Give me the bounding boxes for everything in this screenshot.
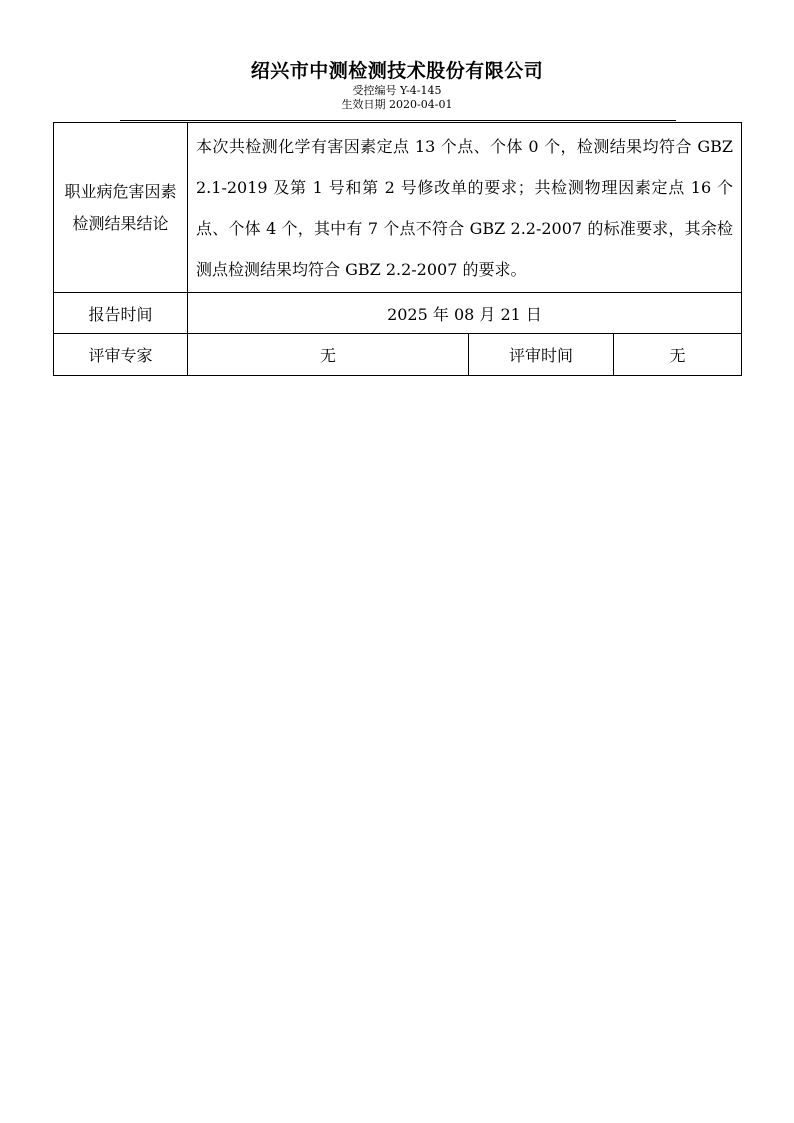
control-number: 受控编号 Y-4-145: [352, 84, 442, 97]
effective-date: 生效日期 2020-04-01: [341, 98, 453, 111]
report-time-label: 报告时间: [54, 293, 188, 334]
document-header: [0, 58, 794, 112]
report-time-value: 2025 年 08 月 21 日: [188, 293, 742, 334]
conclusion-row: [54, 123, 742, 293]
review-time-value: 无: [614, 334, 742, 376]
review-time-label: 评审时间: [469, 334, 614, 376]
company-name: 绍兴市中测检测技术股份有限公司: [250, 60, 544, 82]
review-expert-label: 评审专家: [54, 334, 188, 376]
report-table: [53, 122, 742, 376]
review-expert-value: 无: [188, 334, 469, 376]
conclusion-label-cell: [54, 123, 188, 293]
conclusion-label: 职业病危害因素检测结果结论: [64, 181, 177, 233]
header-rule: [120, 120, 676, 121]
review-row: [54, 334, 742, 376]
conclusion-text: 本次共检测化学有害因素定点 13 个点、个体 0 个，检测结果均符合 GBZ 2.1-2019 及第 1 号和第 2 号修改单的要求；共检测物理因素定点 16 个点、个体 4 个，其中有 7 个点不符合 GBZ 2.2-2007 的标准要求，其余检测点检测结果均符合 GBZ 2.2-2007 的要求。: [188, 123, 742, 293]
report-time-row: [54, 293, 742, 334]
